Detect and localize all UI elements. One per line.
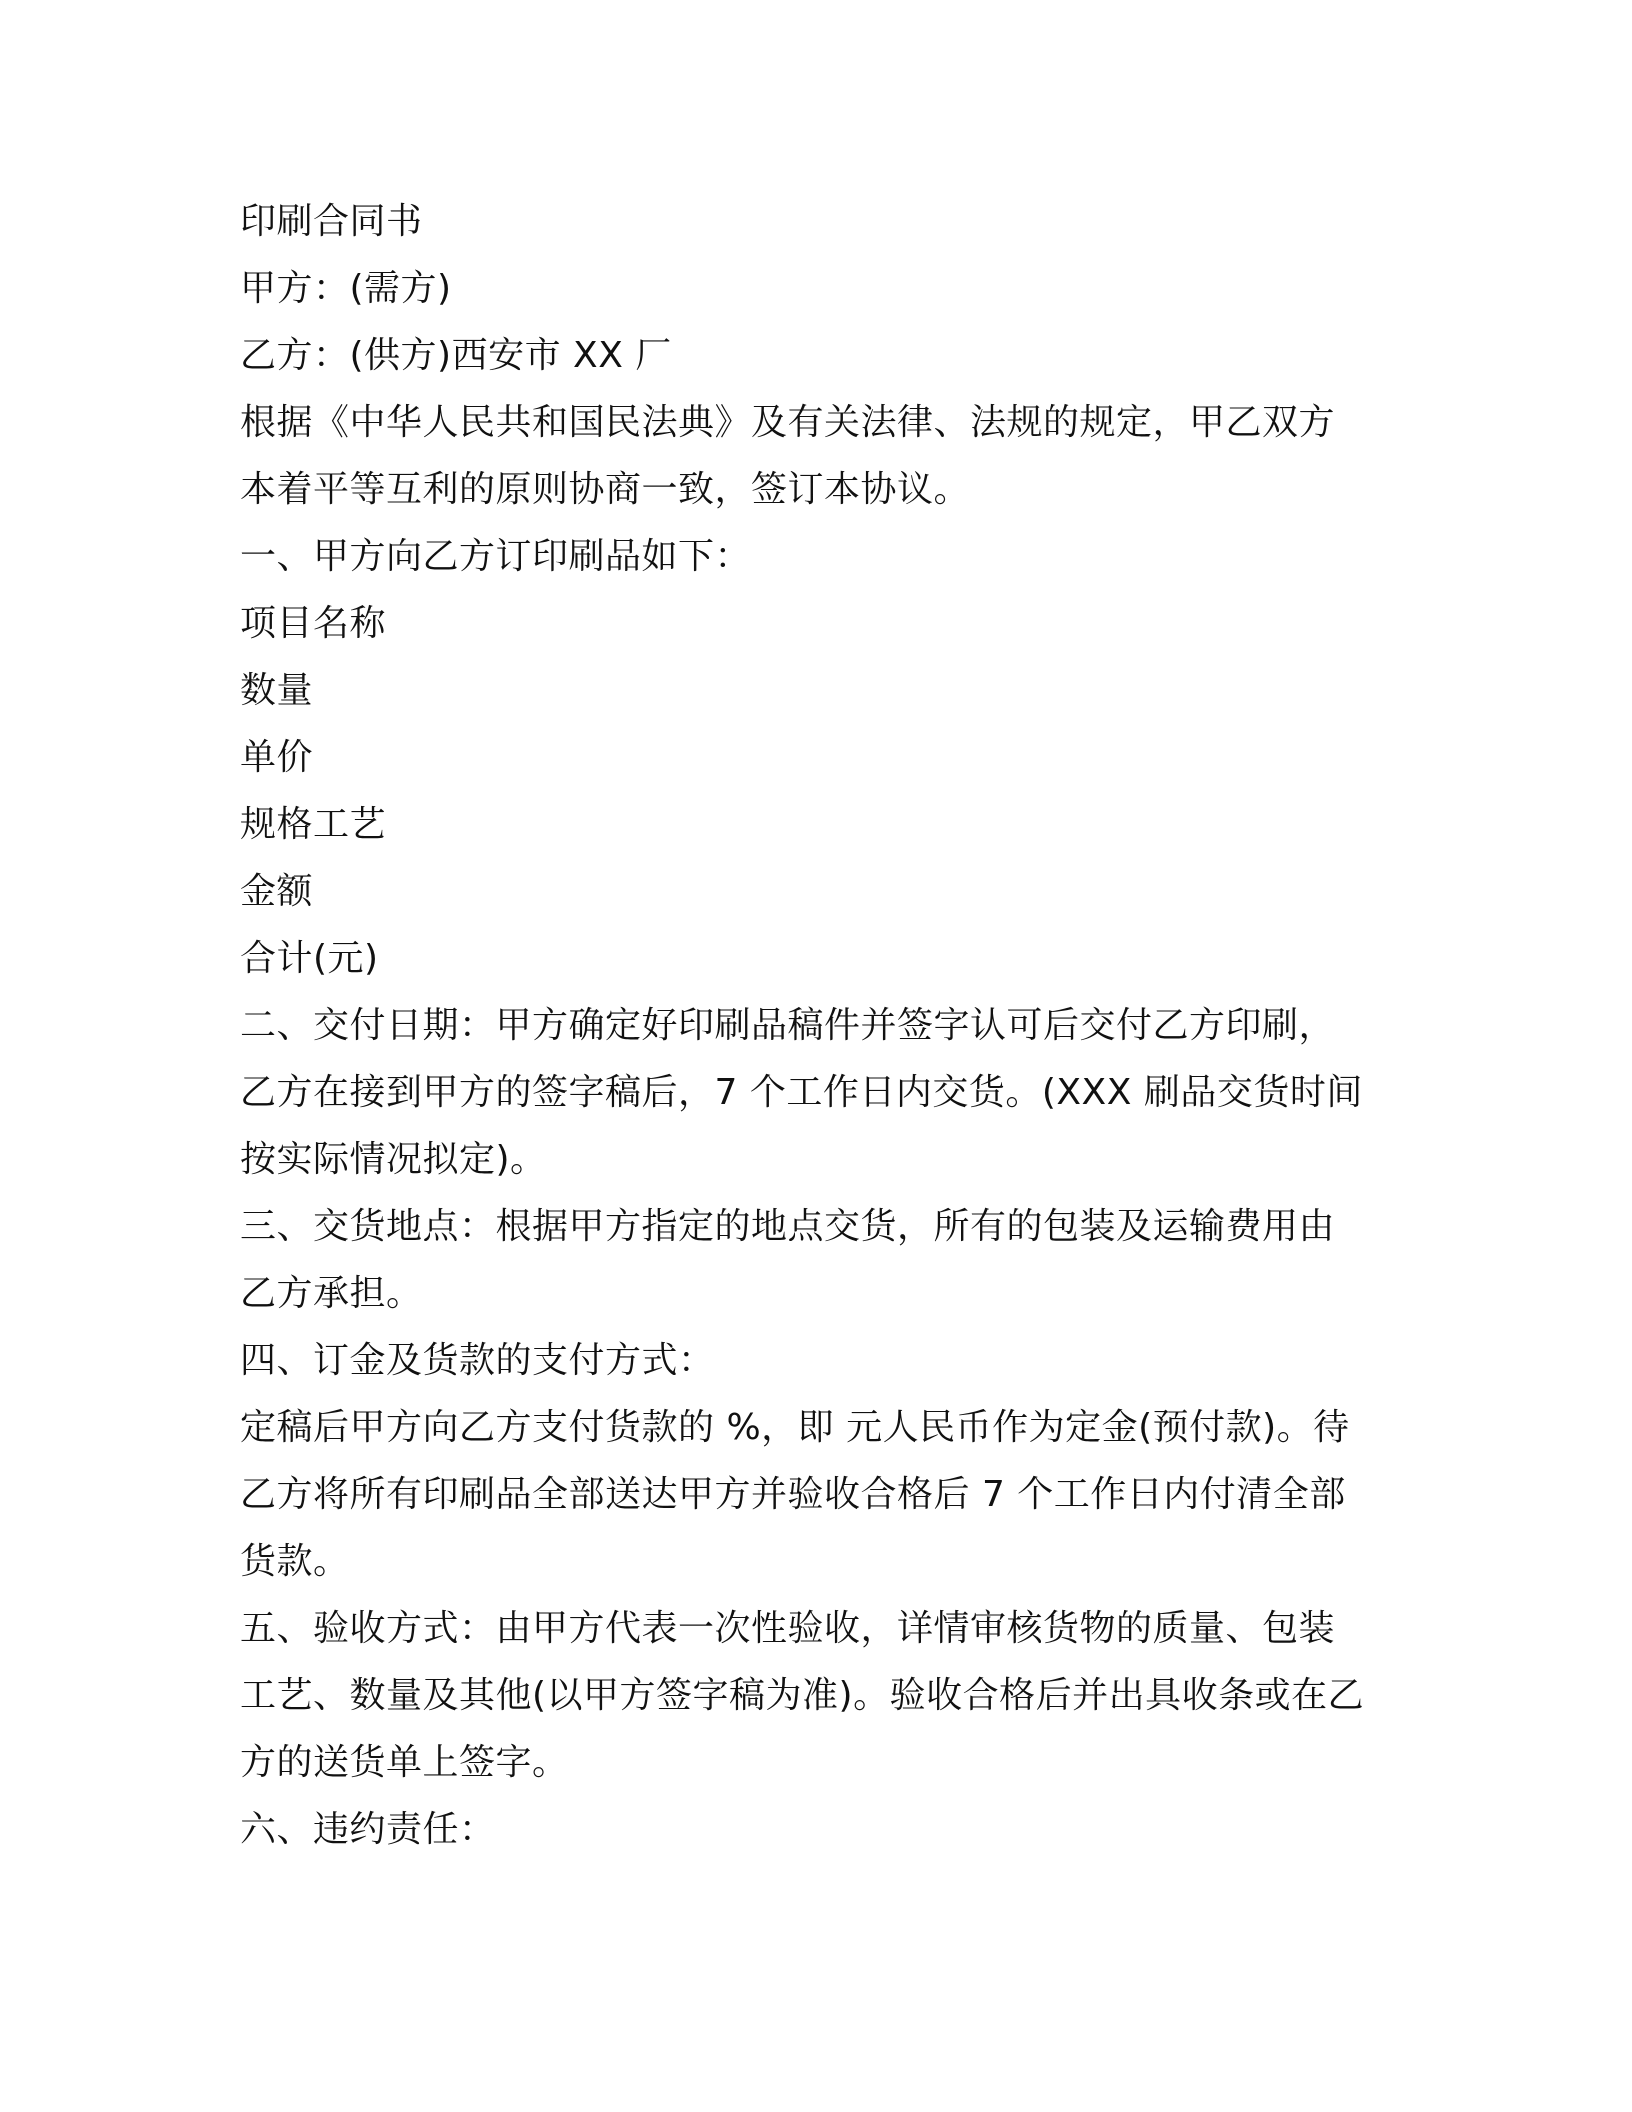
preamble-line-2: 本着平等互利的原则协商一致，签订本协议。 (240, 469, 971, 510)
section-1-heading: 一、甲方向乙方订印刷品如下： (240, 536, 752, 577)
section-6-heading: 六、违约责任： (240, 1809, 496, 1850)
preamble-line-1: 根据《中华人民共和国民法典》及有关法律、法规的规定，甲乙双方 (240, 402, 1336, 443)
section-2-line-2: 乙方在接到甲方的签字稿后，7 个工作日内交货。(XXX 刷品交货时间 (240, 1072, 1363, 1113)
section-5-line-2: 工艺、数量及其他(以甲方签字稿为准)。验收合格后并出具收条或在乙 (240, 1675, 1365, 1716)
section-2-line-1: 二、交付日期：甲方确定好印刷品稿件并签字认可后交付乙方印刷， (240, 1005, 1336, 1046)
section-2-line-3: 按实际情况拟定)。 (240, 1139, 547, 1180)
section-5-line-3: 方的送货单上签字。 (240, 1742, 569, 1783)
document-title: 印刷合同书 (240, 201, 423, 242)
field-quantity: 数量 (240, 670, 314, 711)
document-body (240, 188, 1390, 1863)
field-spec-process: 规格工艺 (240, 804, 387, 845)
section-4-line-1: 定稿后甲方向乙方支付货款的 %，即 元人民币作为定金(预付款)。待 (240, 1407, 1350, 1448)
section-3-line-1: 三、交货地点：根据甲方指定的地点交货，所有的包装及运输费用由 (240, 1206, 1336, 1247)
field-total: 合计(元) (240, 938, 379, 979)
party-b-line: 乙方：(供方)西安市 XX 厂 (240, 335, 672, 376)
field-amount: 金额 (240, 871, 314, 912)
section-3-line-2: 乙方承担。 (240, 1273, 423, 1314)
field-unit-price: 单价 (240, 737, 314, 778)
section-4-line-3: 货款。 (240, 1541, 350, 1582)
section-5-line-1: 五、验收方式：由甲方代表一次性验收，详情审核货物的质量、包装 (240, 1608, 1336, 1649)
field-item-name: 项目名称 (240, 603, 387, 644)
party-a-line: 甲方：(需方) (240, 268, 452, 309)
section-4-heading: 四、订金及货款的支付方式： (240, 1340, 715, 1381)
section-4-line-2: 乙方将所有印刷品全部送达甲方并验收合格后 7 个工作日内付清全部 (240, 1474, 1346, 1515)
